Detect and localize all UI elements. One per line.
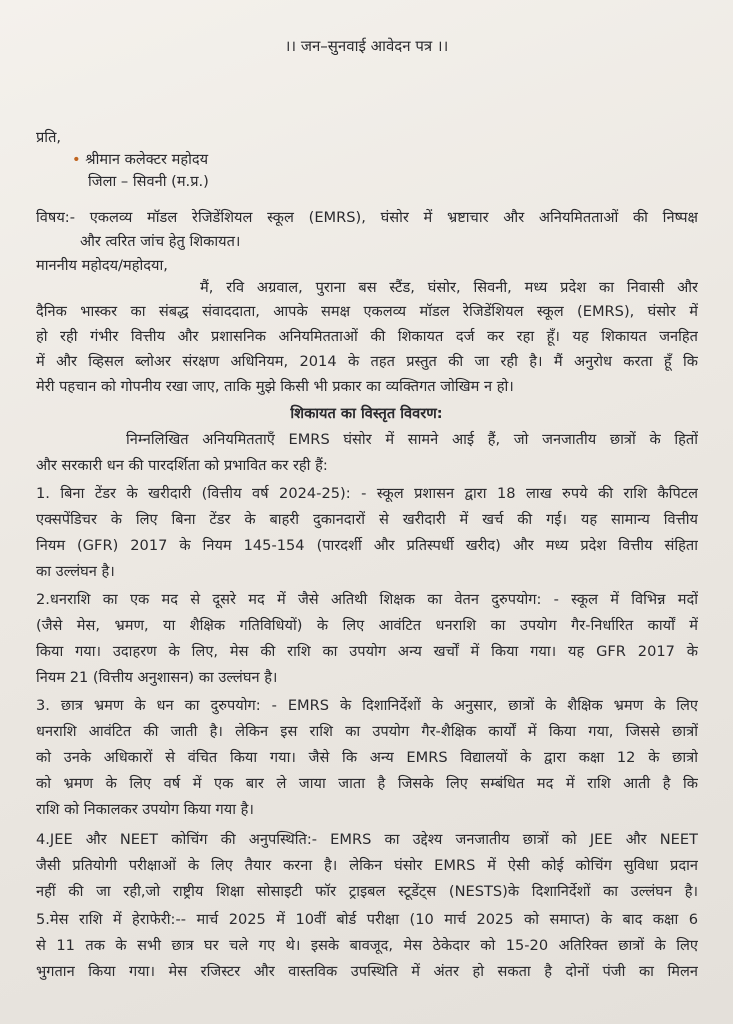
point-3-line: धनराशि आवंटित की जाती है। लेकिन इस राशि का उपयोग गैर-शैक्षिक कार्यों में किया गया, जिससे छात्रों: [36, 723, 698, 740]
point-5-line: से 11 तक के सभी छात्र घर चले गए थे। इसके बावजूद, मेस ठेकेदार को 15-20 अतिरिक्त छात्रों के लिए: [36, 937, 698, 954]
bullet-icon: •: [72, 151, 81, 168]
point-5-line: 5.मेस राशि में हेराफेरी:-- मार्च 2025 में 10वीं बोर्ड परीक्षा (10 मार्च 2025 को समाप्त) के बाद कक्षा 6: [36, 911, 698, 928]
lead-line: निम्नलिखित अनियमितताएँ EMRS घंसोर में सामने आई हैं, जो जनजातीय छात्रों के हितों: [126, 431, 698, 448]
prati-label: प्रति,: [36, 129, 62, 146]
point-2-line: (जैसे मेस, भ्रमण, या शैक्षिक गतिविधियों) के लिए आवंटित धनराशि का उपयोग गैर-निर्धारित कार्यों में: [36, 617, 698, 634]
addressee-district: जिला – सिवनी (म.प्र.): [88, 173, 209, 190]
subject-line-1: विषय:- एकलव्य मॉडल रेजिडेंशियल स्कूल (EMRS), घंसोर में भ्रष्टाचार और अनियमितताओं की निष्पक्ष: [36, 209, 698, 226]
point-3-line: को उनके अधिकारों से वंचित किया गया। जैसे कि अन्य EMRS विद्यालयों के द्वारा कक्षा 12 के छात्रो: [36, 749, 698, 766]
point-4-line: जैसी प्रतियोगी परीक्षाओं के लिए तैयार करना है। लेकिन घंसोर EMRS में ऐसी कोई कोचिंग सुविधा प्रदान: [36, 857, 698, 874]
point-3-line: 3. छात्र भ्रमण के धन का दुरुपयोग: - EMRS के दिशानिर्देशों के अनुसार, छात्रों के शैक्षिक भ्रमण के लिए: [36, 697, 698, 714]
intro-line: दैनिक भास्कर का संबद्ध संवाददाता, आपके समक्ष एकलव्य मॉडल रेजिडेंशियल स्कूल (EMRS), घंसोर में: [36, 303, 698, 320]
point-3-line: राशि को निकालकर उपयोग किया गया है।: [36, 801, 254, 818]
point-3-line: को भ्रमण के लिए वर्ष में एक बार ले जाया जाता है जिसके लिए सम्बंधित मद में राशि आती है कि: [36, 775, 698, 792]
point-1-line: का उल्लंघन है।: [36, 563, 115, 580]
intro-line: मैं, रवि अग्रवाल, पुराना बस स्टैंड, घंसोर, सिवनी, मध्य प्रदेश का निवासी और: [200, 279, 698, 296]
intro-line: हो रही गंभीर वित्तीय और प्रशासनिक अनियमितताओं की शिकायत दर्ज कर रहा हूँ। यह शिकायत जनहित: [36, 328, 698, 345]
letter-title: ।। जन–सुनवाई आवेदन पत्र ।।: [284, 37, 449, 55]
point-4-line: नहीं की जा रही,जो राष्ट्रीय शिक्षा सोसाइटी फॉर ट्राइबल स्टूडेंट्स (NESTS)के दिशानिर्देशों का उल्लंघन है।: [36, 883, 698, 900]
point-2-line: 2.धनराशि का एक मद से दूसरे मद में जैसे अतिथी शिक्षक का वेतन दुरुपयोग: - स्कूल में विभिन्न मदों: [36, 591, 698, 608]
subject-line-2: और त्वरित जांच हेतु शिकायत।: [80, 233, 241, 250]
addressee-line: [72, 150, 208, 170]
point-2-line: नियम 21 (वित्तीय अनुशासन) का उल्लंघन है।: [36, 669, 278, 686]
point-1-line: नियम (GFR) 2017 के नियम 145-154 (पारदर्शी और प्रतिस्पर्धी खरीद) और मध्य प्रदेश वित्तीय संहिता: [36, 537, 698, 554]
intro-line: मेरी पहचान को गोपनीय रखा जाए, ताकि मुझे किसी भी प्रकार का व्यक्तिगत जोखिम न हो।: [36, 378, 514, 395]
point-4-line: 4.JEE और NEET कोचिंग की अनुपस्थिति:- EMRS का उद्देश्य जनजातीय छात्रों को JEE और NEET: [36, 831, 698, 848]
point-2-line: किया गया। उदाहरण के लिए, मेस की राशि का उपयोग अन्य खर्चों में किया गया। यह GFR 2017 के: [36, 643, 698, 660]
point-5-line: भुगतान किया गया। मेस रजिस्टर और वास्तविक उपस्थिति में अंतर हो सकता है दोनों पंजी का मिलन: [36, 963, 698, 980]
addressee: श्रीमान कलेक्टर महोदय: [85, 151, 209, 168]
section-heading: शिकायत का विस्तृत विवरण:: [290, 405, 443, 422]
point-1-line: 1. बिना टेंडर के खरीदारी (वित्तीय वर्ष 2024-25): - स्कूल प्रशासन द्वारा 18 लाख रुपये की राशि कैपिटल: [36, 485, 698, 502]
lead-line: और सरकारी धन की पारदर्शिता को प्रभावित कर रही हैं:: [36, 457, 328, 474]
intro-line: में और व्हिसल ब्लोअर संरक्षण अधिनियम, 2014 के तहत प्रस्तुत की जा रही है। मैं अनुरोध करता हूँ कि: [36, 353, 698, 370]
salutation: माननीय महोदय/महोदया,: [36, 257, 168, 274]
point-1-line: एक्सपेंडिचर के लिए बिना टेंडर के बाहरी दुकानदारों से खरीदारी में खर्च की गई। यह सामान्य वित्तीय: [36, 511, 698, 528]
